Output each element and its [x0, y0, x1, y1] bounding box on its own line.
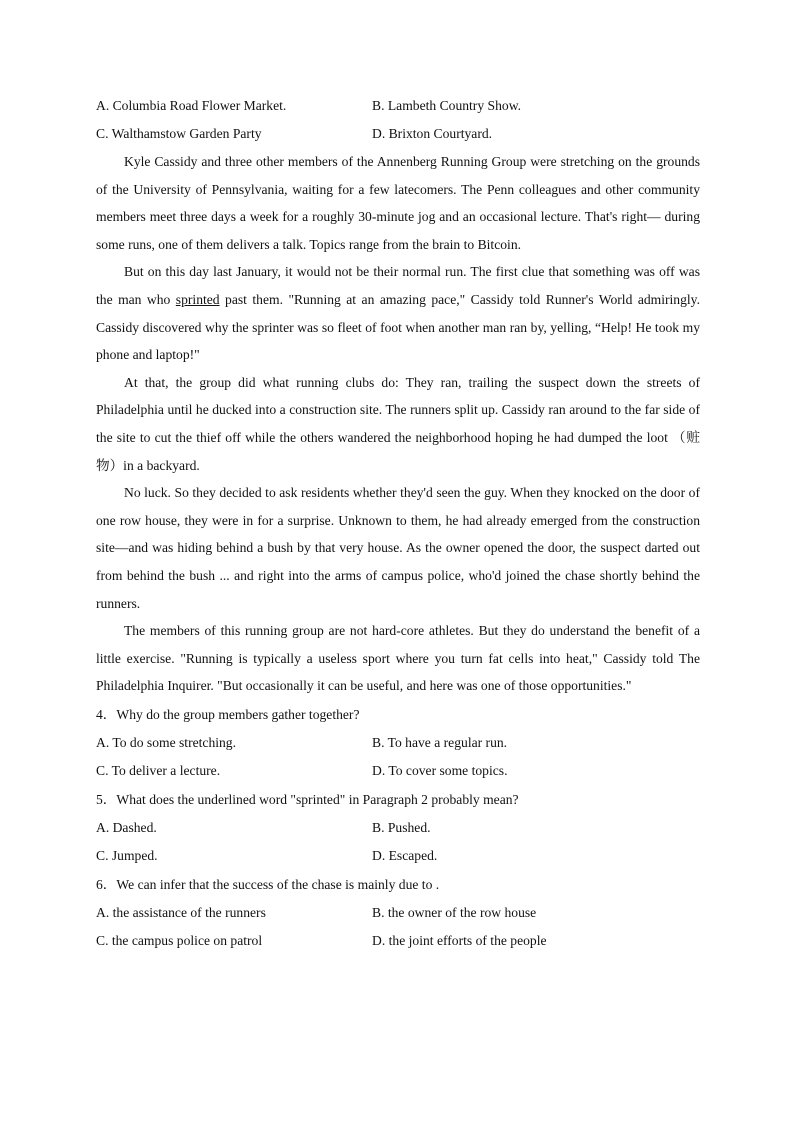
option-a: A. the assistance of the runners [96, 904, 266, 920]
option-c: C. Jumped. [96, 847, 158, 863]
option-b: B. Pushed. [372, 819, 431, 835]
option-d: D. Brixton Courtyard. [372, 126, 493, 141]
option-d: D. To cover some topics. [372, 762, 508, 778]
option-row [96, 927, 700, 955]
passage-paragraph-5: The members of this running group are not hard-core athletes. But they do understand the benefit of a little exercise. "Running is typically a useless sport where you turn fat cells into heat," Cassidy told The Philadelphia Inquirer. "But occasionally it can be useful, and here was one of those opportunities." [96, 623, 700, 694]
option-a: A. Columbia Road Flower Market. [96, 98, 287, 113]
option-row [96, 899, 700, 927]
option-d: D. the joint efforts of the people [372, 932, 547, 948]
option-row [96, 757, 700, 785]
question-6-stem: 6．We can infer that the success of the chase is mainly due to . [96, 876, 440, 892]
passage-paragraph-2 [96, 258, 700, 368]
passage-paragraph-3: At that, the group did what running clubs do: They ran, trailing the suspect down the streets of Philadelphia until he ducked into a construction site. The runners split up. Cassidy ran around to the far side of the site to cut the thief off while the others wandered the neighborhood hoping he had dumped the loot （赃物）in a backyard. [96, 374, 700, 473]
option-a: A. To do some stretching. [96, 734, 237, 750]
option-c: C. To deliver a lecture. [96, 762, 221, 778]
option-row [96, 729, 700, 757]
option-row [96, 92, 700, 120]
underlined-word: sprinted [175, 291, 220, 307]
question-4-stem: 4．Why do the group members gather together? [96, 706, 360, 722]
option-b: B. the owner of the row house [372, 904, 537, 920]
passage-paragraph-4: No luck. So they decided to ask residents whether they'd seen the guy. When they knocked on the door of one row house, they were in for a surprise. Unknown to them, he had already emerged from the construction site—and was hiding behind a bush by that very house. As the owner opened the door, the suspect darted out from behind the bush ... and right into the arms of campus police, who'd joined the chase shortly behind the runners. [96, 485, 700, 611]
option-b: B. Lambeth Country Show. [372, 98, 522, 113]
paragraph-2-text-after: past them. "Running at an amazing pace," Cassidy told Runner's World admiringly. Cassidy discovered why the sprinter was so fleet of foot when another man ran by, yelling, “Help! He took my phone and laptop!" [96, 291, 700, 363]
option-c: C. Walthamstow Garden Party [96, 126, 262, 141]
option-row [96, 814, 700, 842]
option-c: C. the campus police on patrol [96, 932, 263, 948]
option-a: A. Dashed. [96, 819, 157, 835]
option-d: D. Escaped. [372, 847, 438, 863]
page-content [96, 92, 700, 955]
option-row [96, 120, 700, 148]
option-b: B. To have a regular run. [372, 734, 508, 750]
question-5-stem: 5．What does the underlined word "sprinted" in Paragraph 2 probably mean? [96, 791, 519, 807]
option-row [96, 842, 700, 870]
paragraph-2-text-before: But on this day last January, it would not be their normal run. The first clue that something was off was the man who [96, 264, 700, 307]
passage-paragraph-1: Kyle Cassidy and three other members of the Annenberg Running Group were stretching on the grounds of the University of Pennsylvania, waiting for a few latecomers. The Penn colleagues and other community members meet three days a week for a roughly 30-minute jog and an occasional lecture. That's right— during some runs, one of them delivers a talk. Topics range from the brain to Bitcoin. [96, 154, 700, 252]
